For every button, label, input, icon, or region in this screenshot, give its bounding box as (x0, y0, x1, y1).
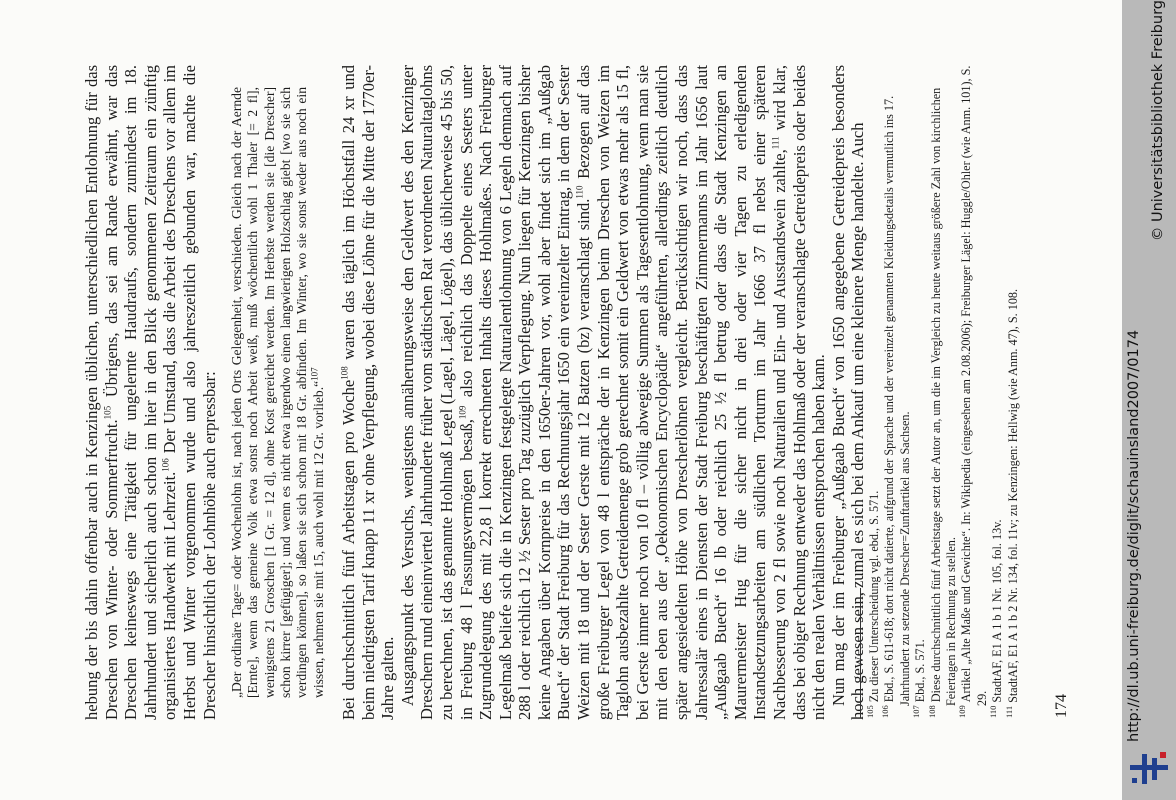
block-quote (229, 87, 327, 698)
footnote-text: Diese durchschnittlich fünf Arbeitstage setzt der Autor an, um die im Vergleich zu heute weitaus größere Zahl von kirchlichen Feiertagen in Rechnung zu stellen. (928, 87, 959, 706)
footnote-ref: 111 (770, 136, 781, 150)
ub-freiburg-logo-icon (1128, 748, 1170, 790)
text-run: Bei durchschnittlich fünf Arbeitstagen pro Woche (338, 379, 358, 720)
footnote-number: 108 (926, 705, 937, 718)
footnotes (864, 63, 1021, 718)
footnote-number: 109 (957, 705, 968, 718)
text-run: also reichlich das Doppelte eines Sesters unter Zugrundelegung des mit 22,8 l korrekt errechneten Inhalts dieses Hohlmaßes. Nach Freiburger Legelmaß beliefe sich die in Kenzingen festgelegte Naturalentlohnung von 6 Legeln demnach auf 288 l oder reichlich 12 ½ Sester pro Tag zuzüglich Verpflegung. Nun liegen für Kenzingen bisher keine Angaben über Kornpreise in den 1650er-Jahren vor, wohl aber findet sich im „Außgab Buech“ der Stadt Freiburg für das Rechnungsjahr 1650 ein vereinzelter Eintrag, in dem der Sester Weizen mit 18 und der Sester Gerste mit 12 Batzen (bz) veranschlagt sind. (456, 65, 594, 720)
footnote-text: Artikel „Alte Maße und Gewichte“. In: Wikipedia (eingesehen am 2.08.2006); Freiburger Lägel: Huggle/Ohler (wie Anm. 101), S. 29. (959, 65, 989, 706)
footnote-text: Ebd., S. 611-618; dort nicht datierte, aufgrund der Sprache und der vereinzelt genannten Kleidungsdetails vermutlich ins 17. Jahrhundert zu setzende Drescher=Zunftartikel aus Sachsen. (882, 95, 912, 706)
footnote-ref: 106 (160, 458, 171, 472)
text-run: wird klar, dass bei obiger Rechnung entweder das Hohlmaß oder der veranschlagte Getreidepreis oder beides nicht den realen Verhältnissen entsprochen haben kann. (770, 65, 829, 720)
footnote (864, 63, 882, 718)
paragraph (398, 65, 829, 720)
footnote (1003, 63, 1021, 718)
footnote-number: 111 (1003, 705, 1014, 718)
logo-blue-bar (1130, 765, 1168, 770)
digitization-stamp-bar (1122, 0, 1176, 800)
quote-text: „Der ordinäre Tage= oder Wochenlohn ist, nach jeden Orts Gelegenheit, verschieden. Gleich nach der Aernde [Ernte], wenn das gemeine Volk etwa sonst noch Arbeit weiß, muß wöchentlich wohl 1 Thaler [= 2 fl], wenigstens 21 Groschen [1 Gr. = 12 d], ohne Kost gereichet werden. Im Herbste werden sie [die Drescher] schon kirrer [gefügiger]; und wenn es nicht etwa irgendwo einen langwierigen Holzschlag giebt [wo sie sich verdingen können], so laßen sie sich schon mit 18 Gr. abfinden. Im Winter, wo sie sonst weder aus noch ein wissen, nehmen sie mit 15, auch wohl mit 12 Gr. vorlieb.“ (229, 87, 326, 698)
stamp-text (1122, 0, 1176, 742)
body-text (82, 65, 868, 720)
footnote-divider (860, 588, 861, 718)
footnote (882, 63, 913, 718)
text-run: Nun mag der im Freiburger „Außgaab Buech“ von 1650 angegebene Getreidepreis besonders hoch gewesen sein, zumal es sich bei dem Ankauf um eine kleinere Menge handelte. Auch (828, 65, 868, 720)
paragraph (82, 65, 219, 720)
logo-blue-stem (1152, 758, 1157, 780)
copyright-notice: © Universitätsbibliothek Freiburg (1150, 0, 1166, 242)
footnote-number: 105 (864, 705, 875, 718)
footnote-number: 107 (911, 705, 922, 718)
footnote-ref: 107 (309, 367, 320, 381)
footnote-ref: 109 (457, 405, 467, 420)
footnote-text: StadtAF, E1 A 1 b 2 Nr. 134, fol. 11v; zu Kenzingen: Hellwig (wie Anm. 47), S. 108. (1005, 288, 1020, 703)
text-run: hebung der bis dahin offenbar auch in Kenzingen üblichen, unterschiedlichen Entlohnung für das Dreschen von Winter- oder Sommerfrucht. (82, 65, 121, 720)
footnote-ref: 110 (574, 185, 585, 199)
footnote (926, 63, 960, 718)
footnote (990, 63, 1005, 718)
logo-red-square (1160, 752, 1166, 758)
footnote (913, 63, 928, 718)
footnote-text: StadtAF, E1 A 1 b 1 Nr. 105, fol. 13v. (990, 519, 1005, 703)
footnote-number: 106 (880, 705, 891, 718)
paragraph (829, 65, 868, 720)
page-number: 174 (1053, 694, 1070, 718)
text-run: Übrigens, das sei am Rande erwähnt, war das Dreschen keineswegs eine Tätigkeit für ungelernte Haudraufs, sondern zumindest im 18. Jahrhundert und sicherlich auch schon im hier in den Blick genommenen Zeitraum ein zünftig organisiertes Handwerk mit Lehrzeit. (101, 65, 180, 720)
footnote-ref: 105 (102, 405, 113, 420)
footnote-text: Ebd., S. 571. (913, 639, 928, 703)
text-run: Bezogen auf das große Freiburger Legel von 48 l entspräche der in Kenzingen beim Dreschen von Weizen im Taglohn ausbezahlte Getreidemenge grob gerechnet somit ein Geldwert von etwas mehr als 15 fl, bei Gerste immer noch von 10 fl – völlig abwegige Summen als Tagesentlohnung, wenn man sie mit den eben aus der „Oekonomischen Encyclopädie“ angeführten, allerdings zeitlich deutlich später angesiedelten Höhe von Drescherlöhnen vergleicht. Berücksichtigen wir noch, dass das Jahressalär eines in Diensten der Stadt Freiburg beschäftigten Zimmermanns im Jahr 1656 laut „Außgaab Buech“ 16 lb oder reichlich 25 ½ fl betrug oder dass die Stadt Kenzingen an Maurermeister Hug für die sicher nicht in drei oder vier Tagen zu erledigenden Instandsetzungsarbeiten am südlichen Torturm im Jahr 1666 37 fl nebst einer späteren Nachbesserung von 2 fl sowie noch Naturalien und Ein- und Ausstandswein zahlte, (574, 65, 789, 720)
text-run: waren das täglich im Höchstfall 24 xr und beim niedrigsten Tarif knapp 11 xr ohne Verpflegung, wobei diese Löhne für die Mitte der 1770er-Jahre galten. (338, 65, 398, 720)
footnote (959, 63, 990, 718)
footnote-number: 110 (988, 705, 999, 718)
permalink-url[interactable]: http://dl.ub.uni-freiburg.de/diglit/schauinsland2007/0174 (1126, 329, 1142, 742)
text-run: Ausgangspunkt des Versuchs, wenigstens annäherungsweise den Geldwert des den Kenzinger Dreschern rund eineinviertel Jahrhunderte früher vom städtischen Rat verordneten Naturaltaglohns zu berechnen, ist das genannte Hohlmaß Legel (Lagel, Lägel, Lögel), das üblicherweise 45 bis 50, in Freiburg 48 l Fassungsvermögen besaß, (397, 65, 476, 720)
text-run: Der Umstand, dass die Arbeit des Dreschens vor allem im Herbst und Winter vorgenommen wurde und also jahreszeitlich gebunden war, machte die Drescher hinsichtlich der Lohnhöhe auch erpressbar: (160, 65, 219, 720)
logo-blue-square (1132, 778, 1137, 783)
footnote-text: Zu dieser Unterscheidung vgl. ebd., S. 571. (867, 490, 881, 703)
logo-blue-stem (1142, 754, 1147, 784)
paragraph (339, 65, 398, 720)
footnote-ref: 108 (339, 366, 350, 380)
